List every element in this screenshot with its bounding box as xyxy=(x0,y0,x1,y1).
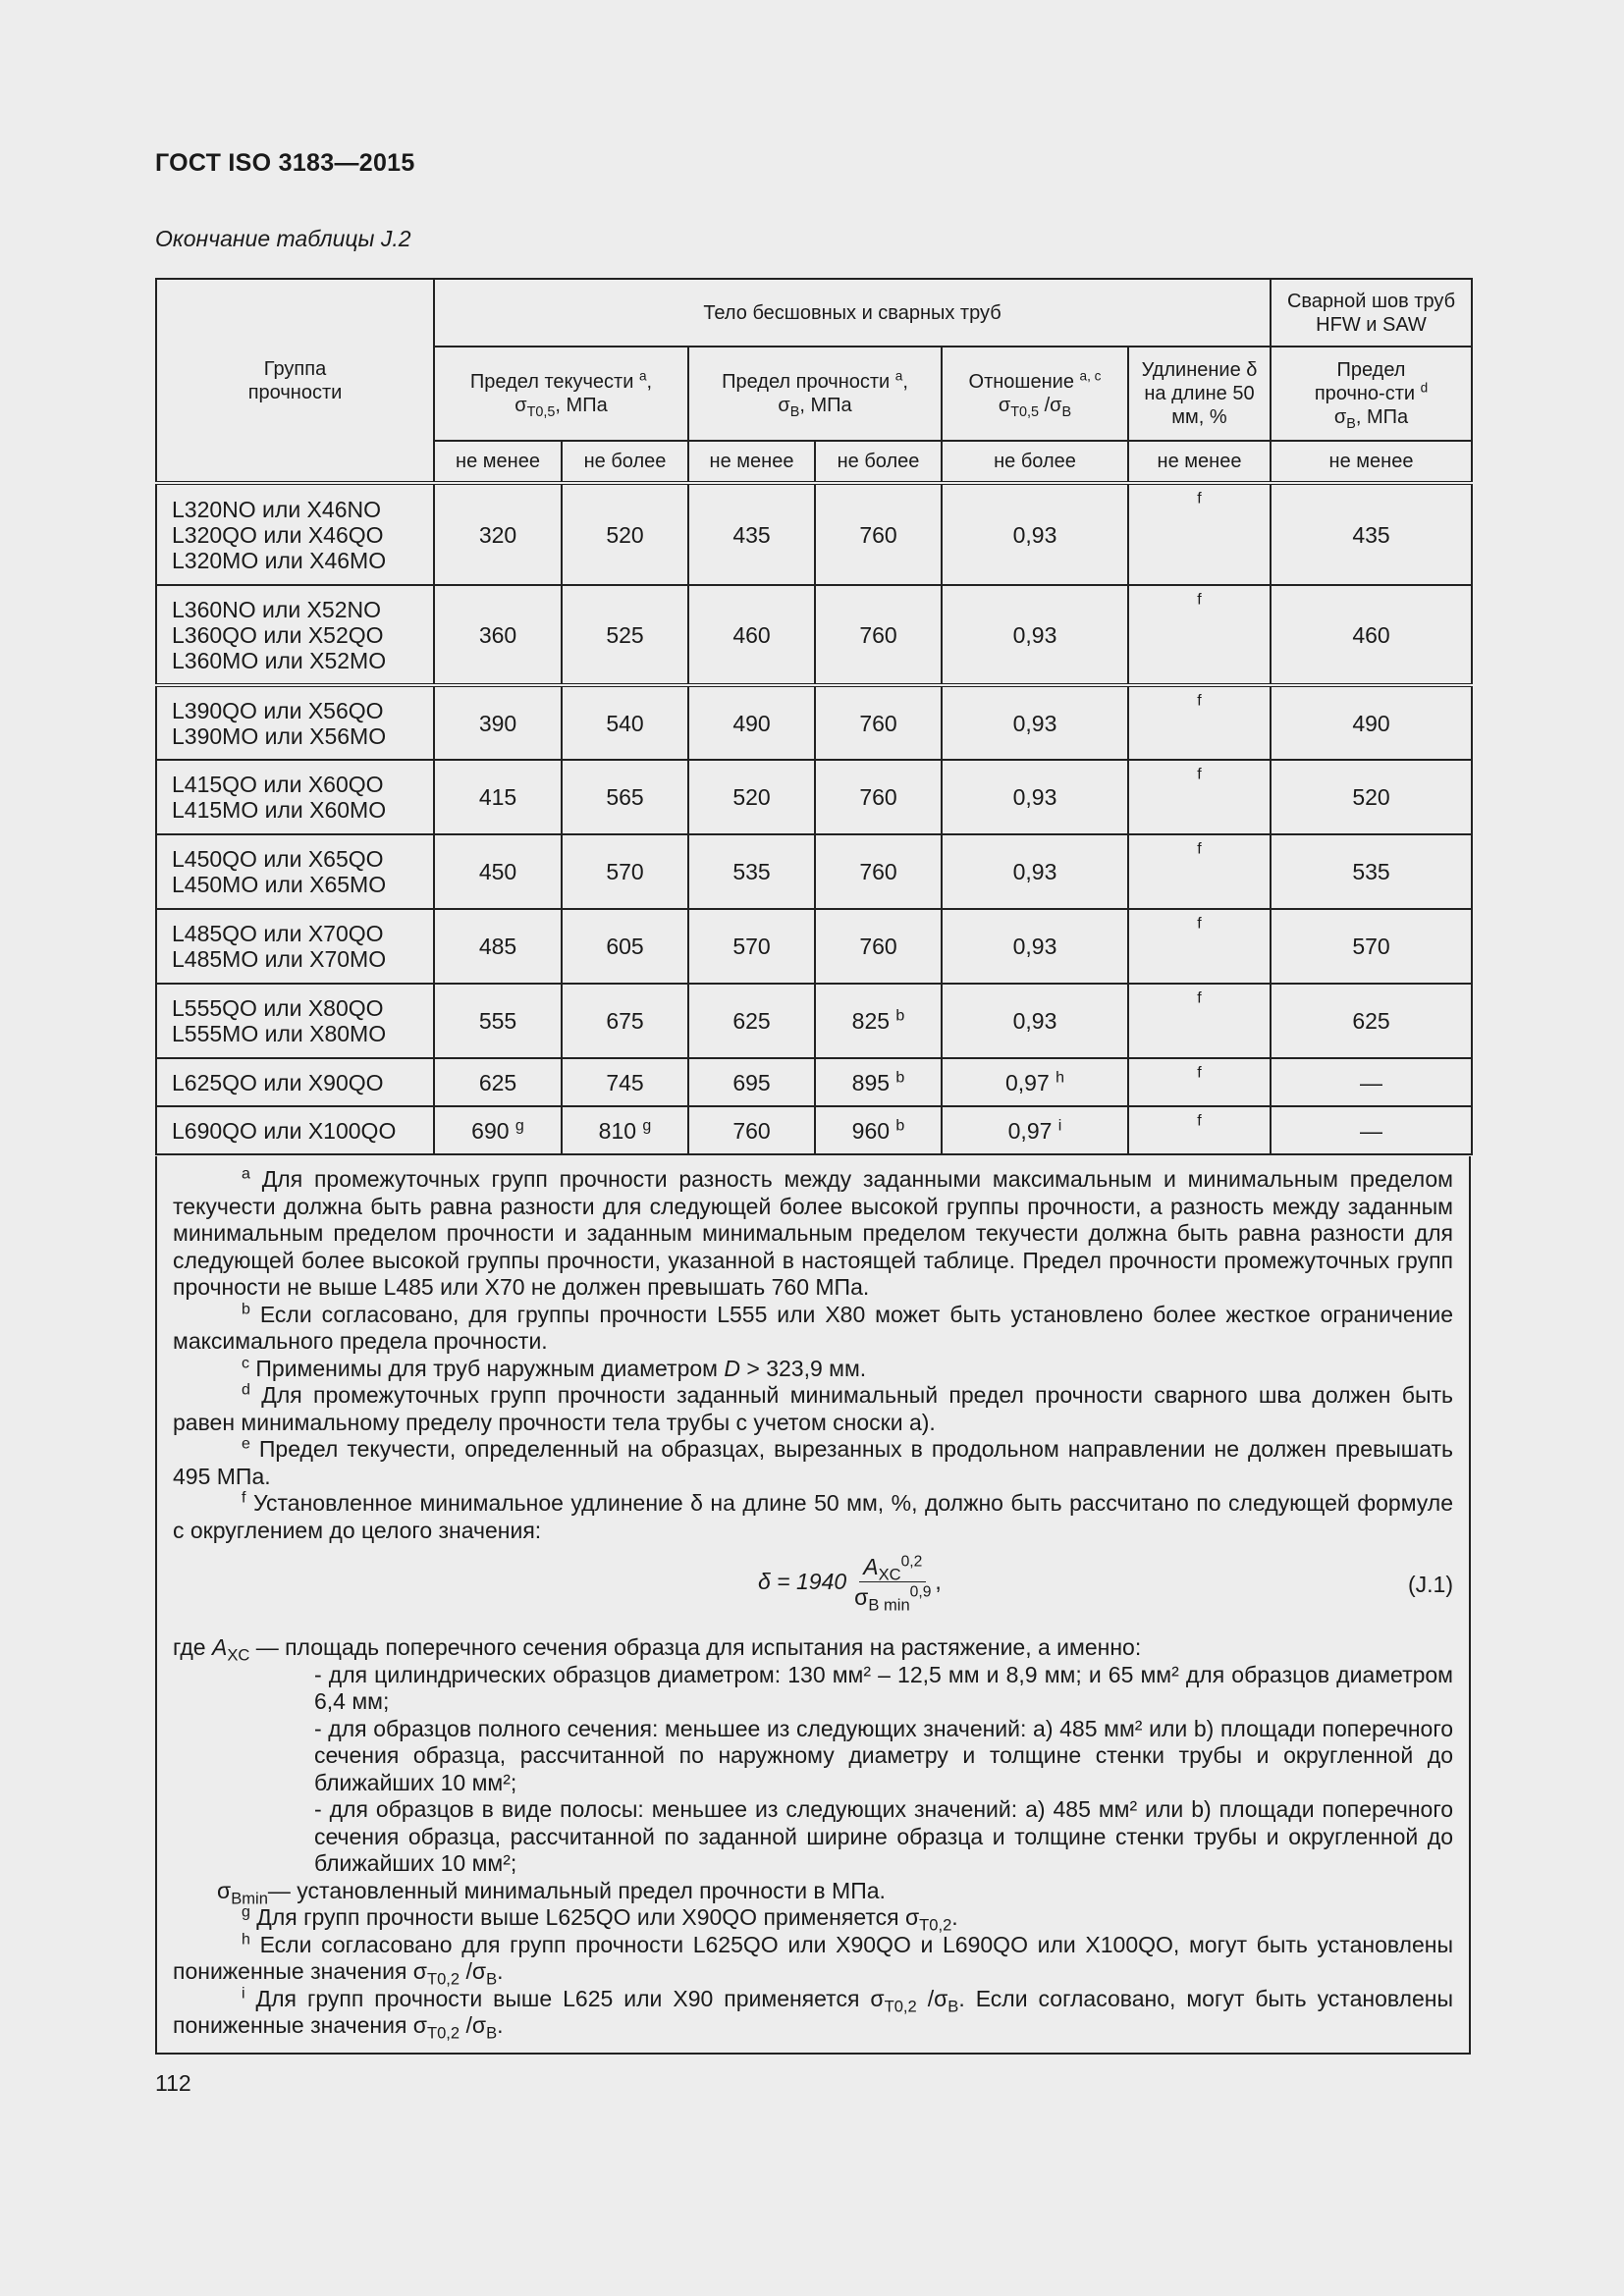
header-max: не более xyxy=(942,441,1128,483)
grade-line: L360MO или X52MO xyxy=(172,647,387,673)
cell-yield-max: 570 xyxy=(562,834,688,909)
cell-yield-max: 520 xyxy=(562,483,688,585)
grade-line: L485QO или X70QO xyxy=(172,921,384,946)
cell-tensile-min: 695 xyxy=(688,1058,815,1106)
cell-ratio: 0,93 xyxy=(942,483,1128,585)
cell-tensile-max: 960 $^b$ xyxy=(815,1106,942,1154)
cell-yield-min: 485 xyxy=(434,909,562,984)
cell-weld-tensile: 570 xyxy=(1271,909,1472,984)
strength-table xyxy=(155,278,1473,1155)
header-min: не менее xyxy=(688,441,815,483)
cell-tensile-max: 760 xyxy=(815,483,942,585)
cell-elongation: f xyxy=(1128,483,1271,585)
header-yield: Предел текучести $^a$, $\sigma_{T0,5}$, МПа xyxy=(434,347,688,441)
table-row xyxy=(156,1058,1472,1106)
footnote-i: $^i$ Для групп прочности выше L625 или X90 применяется $\sigma_{T0,2}$ $/\sigma_B$. Если согласовано, могут быть установлены пониженные значения $\sigma_{T0,2}$ $/\sigma_B$. xyxy=(173,1984,1454,2043)
header-tensile: Предел прочности $^a$, $\sigma_B$, МПа xyxy=(688,347,942,441)
cell-tensile-min: 625 xyxy=(688,984,815,1058)
cell-weld-tensile: — xyxy=(1271,1106,1472,1154)
page-number: 112 xyxy=(155,2070,191,2096)
table-row xyxy=(156,483,1472,585)
grade-line: L320NO или X46NO xyxy=(172,496,381,522)
cell-tensile-max: 825 $^b$ xyxy=(815,984,942,1058)
grade-line: L320MO или X46MO xyxy=(172,547,387,573)
cell-weld-tensile: — xyxy=(1271,1058,1472,1106)
header-weld: Сварной шов труб HFW и SAW xyxy=(1271,279,1472,347)
table-row xyxy=(156,685,1472,760)
table-footnotes xyxy=(155,1156,1471,2055)
footnote-h: $^h$ Если согласовано для групп прочности L625QO или X90QO и L690QO или X100QO, могут быть установлены пониженные значения $\sigma_{T0,2}$ $/\sigma_B$. xyxy=(173,1930,1453,1989)
cell-yield-min: 450 xyxy=(434,834,562,909)
grade-line: L555QO или X80QO xyxy=(172,995,384,1021)
grade-line: L320QO или X46QO xyxy=(172,521,384,548)
cell-ratio: 0,97 $^h$ xyxy=(942,1058,1128,1106)
cell-yield-max: 745 xyxy=(562,1058,688,1106)
document-code: ГОСТ ISO 3183—2015 xyxy=(155,149,415,177)
grade-line: L390QO или X56QO xyxy=(172,697,384,723)
definition-axc: где $A_{XC}$ — площадь поперечного сечения образца для испытания на растяжение, а именно: xyxy=(173,1634,1142,1665)
cell-grade xyxy=(156,1058,434,1106)
cell-elongation: f xyxy=(1128,585,1271,685)
cell-ratio: 0,97 $^i$ xyxy=(942,1106,1128,1154)
grade-line: L555MO или X80MO xyxy=(172,1021,387,1046)
cell-tensile-min: 490 xyxy=(688,685,815,760)
cell-tensile-max: 760 xyxy=(815,760,942,834)
grade-line: L415MO или X60MO xyxy=(172,797,387,823)
cell-tensile-min: 435 xyxy=(688,483,815,585)
cell-weld-tensile: 460 xyxy=(1271,585,1472,685)
table-caption: Окончание таблицы J.2 xyxy=(155,226,411,251)
table-row xyxy=(156,1106,1472,1154)
header-body: Тело бесшовных и сварных труб xyxy=(434,279,1271,347)
cell-elongation: f xyxy=(1128,834,1271,909)
cell-weld-tensile: 625 xyxy=(1271,984,1472,1058)
cell-elongation: f xyxy=(1128,685,1271,760)
table-row xyxy=(156,585,1472,685)
cell-yield-max: 565 xyxy=(562,760,688,834)
cell-tensile-min: 760 xyxy=(688,1106,815,1154)
footnote-g: $^g$ Для групп прочности выше L625QO или X90QO применяется $\sigma_{T0,2}$. xyxy=(242,1903,958,1935)
definition-list-item: - для образцов в виде полосы: меньшее из следующих значений: a) 485 мм² или b) площади поперечного сечения образца, рассчитанной по заданной ширине образца и толщине стенки трубы и округленной до ближайших 10 мм²; xyxy=(314,1796,1453,1876)
cell-tensile-max: 760 xyxy=(815,685,942,760)
footnote-f: $^f$ Установленное минимальное удлинение δ на длине 50 мм, %, должно быть рассчитано по следующей формуле с округлением до целого значения: xyxy=(173,1489,1453,1543)
grade-line: L360QO или X52QO xyxy=(172,621,384,648)
cell-ratio: 0,93 xyxy=(942,984,1128,1058)
table-row xyxy=(156,760,1472,834)
cell-ratio: 0,93 xyxy=(942,909,1128,984)
cell-tensile-max: 760 xyxy=(815,909,942,984)
cell-yield-min: 555 xyxy=(434,984,562,1058)
header-max: не более xyxy=(815,441,942,483)
cell-yield-max: 525 xyxy=(562,585,688,685)
formula-number: (J.1) xyxy=(1408,1572,1453,1597)
header-strength-group: Группа прочности xyxy=(156,279,434,483)
cell-yield-min: 625 xyxy=(434,1058,562,1106)
grade-line: L390MO или X56MO xyxy=(172,722,387,749)
cell-grade xyxy=(156,909,434,984)
cell-grade xyxy=(156,483,434,585)
header-min: не менее xyxy=(1128,441,1271,483)
header-ratio: Отношение $^{a, c}$ $\sigma_{T0,5}$ $/\sigma_B$ xyxy=(942,347,1128,441)
cell-elongation: f xyxy=(1128,984,1271,1058)
grade-line: L360NO или X52NO xyxy=(172,596,381,622)
cell-yield-max: 540 xyxy=(562,685,688,760)
grade-line: L450MO или X65MO xyxy=(172,872,387,897)
cell-elongation: f xyxy=(1128,1058,1271,1106)
cell-tensile-min: 520 xyxy=(688,760,815,834)
cell-elongation: f xyxy=(1128,909,1271,984)
cell-grade xyxy=(156,585,434,685)
grade-line: L690QO или X100QO xyxy=(172,1117,397,1144)
cell-grade xyxy=(156,984,434,1058)
cell-ratio: 0,93 xyxy=(942,685,1128,760)
cell-tensile-max: 760 xyxy=(815,585,942,685)
cell-yield-min: 360 xyxy=(434,585,562,685)
cell-yield-min: 415 xyxy=(434,760,562,834)
formula-j1: δ = 1940 $\frac{A_{XC}^{0,2}}{\sigma_{B min}^{0,9}}$ , (J.1) xyxy=(758,1553,1453,1615)
cell-tensile-min: 570 xyxy=(688,909,815,984)
grade-line: L625QO или X90QO xyxy=(172,1069,384,1095)
cell-yield-min: 690 $^g$ xyxy=(434,1106,562,1154)
cell-grade xyxy=(156,834,434,909)
definition-list-item: - для цилиндрических образцов диаметром: 130 мм² – 12,5 мм и 8,9 мм; и 65 мм² для образцов диаметром 6,4 мм; xyxy=(314,1661,1453,1714)
cell-grade xyxy=(156,1106,434,1154)
cell-tensile-max: 760 xyxy=(815,834,942,909)
cell-tensile-max: 895 $^b$ xyxy=(815,1058,942,1106)
header-elongation: Удлинение δ на длине 50 мм, % xyxy=(1128,347,1271,441)
footnote-a: $^a$ Для промежуточных групп прочности разность между заданными максимальным и минимальным пределом текучести должна быть равна разности для следующей более высокой группы прочности, а разность между заданным минимальным пределом прочности и заданным минимальным пределом текучести должна быть равна разности для следующей более высокой группы прочности, указанной в настоящей таблице. Предел прочности промежуточных групп прочности не выше L485 или X70 не должен превышать 760 МПа. xyxy=(173,1165,1453,1300)
cell-elongation: f xyxy=(1128,1106,1271,1154)
footnote-c: $^c$ Применимы для труб наружным диаметром D > 323,9 мм. xyxy=(242,1354,867,1381)
grade-line: L415QO или X60QO xyxy=(172,772,384,797)
footnote-d: $^d$ Для промежуточных групп прочности заданный минимальный предел прочности сварного шва должен быть равен минимальному пределу прочности тела трубы с учетом сноски а). xyxy=(173,1381,1453,1435)
cell-elongation: f xyxy=(1128,760,1271,834)
footnote-e: $^e$ Предел текучести, определенный на образцах, вырезанных в продольном направлении не должен превышать 495 МПа. xyxy=(173,1435,1453,1489)
cell-yield-min: 390 xyxy=(434,685,562,760)
cell-weld-tensile: 520 xyxy=(1271,760,1472,834)
header-min: не менее xyxy=(1271,441,1472,483)
cell-grade xyxy=(156,760,434,834)
table-row xyxy=(156,834,1472,909)
cell-yield-max: 675 xyxy=(562,984,688,1058)
table-row xyxy=(156,984,1472,1058)
definition-list-item: - для образцов полного сечения: меньшее из следующих значений: a) 485 мм² или b) площади поперечного сечения образца, рассчитанной по наружному диаметру и толщине стенки трубы и округленной до ближайших 10 мм²; xyxy=(314,1715,1453,1795)
cell-ratio: 0,93 xyxy=(942,585,1128,685)
cell-ratio: 0,93 xyxy=(942,834,1128,909)
definition-sigma: $\sigma_{Bmin}—$ установленный минимальный предел прочности в МПа. xyxy=(217,1877,886,1908)
footnote-b: $^b$ Если согласовано, для группы прочности L555 или X80 может быть установлено более жесткое ограничение максимального предела прочности. xyxy=(173,1300,1454,1354)
header-weld-tensile: Предел прочно-сти $^d$ $\sigma_B$, МПа xyxy=(1271,347,1472,441)
cell-weld-tensile: 535 xyxy=(1271,834,1472,909)
table-row xyxy=(156,909,1472,984)
header-max: не более xyxy=(562,441,688,483)
cell-ratio: 0,93 xyxy=(942,760,1128,834)
cell-tensile-min: 535 xyxy=(688,834,815,909)
cell-weld-tensile: 490 xyxy=(1271,685,1472,760)
cell-weld-tensile: 435 xyxy=(1271,483,1472,585)
grade-line: L450QO или X65QO xyxy=(172,846,384,872)
cell-grade xyxy=(156,685,434,760)
header-min: не менее xyxy=(434,441,562,483)
cell-tensile-min: 460 xyxy=(688,585,815,685)
cell-yield-max: 605 xyxy=(562,909,688,984)
cell-yield-max: 810 $^g$ xyxy=(562,1106,688,1154)
grade-line: L485MO или X70MO xyxy=(172,946,387,972)
cell-yield-min: 320 xyxy=(434,483,562,585)
